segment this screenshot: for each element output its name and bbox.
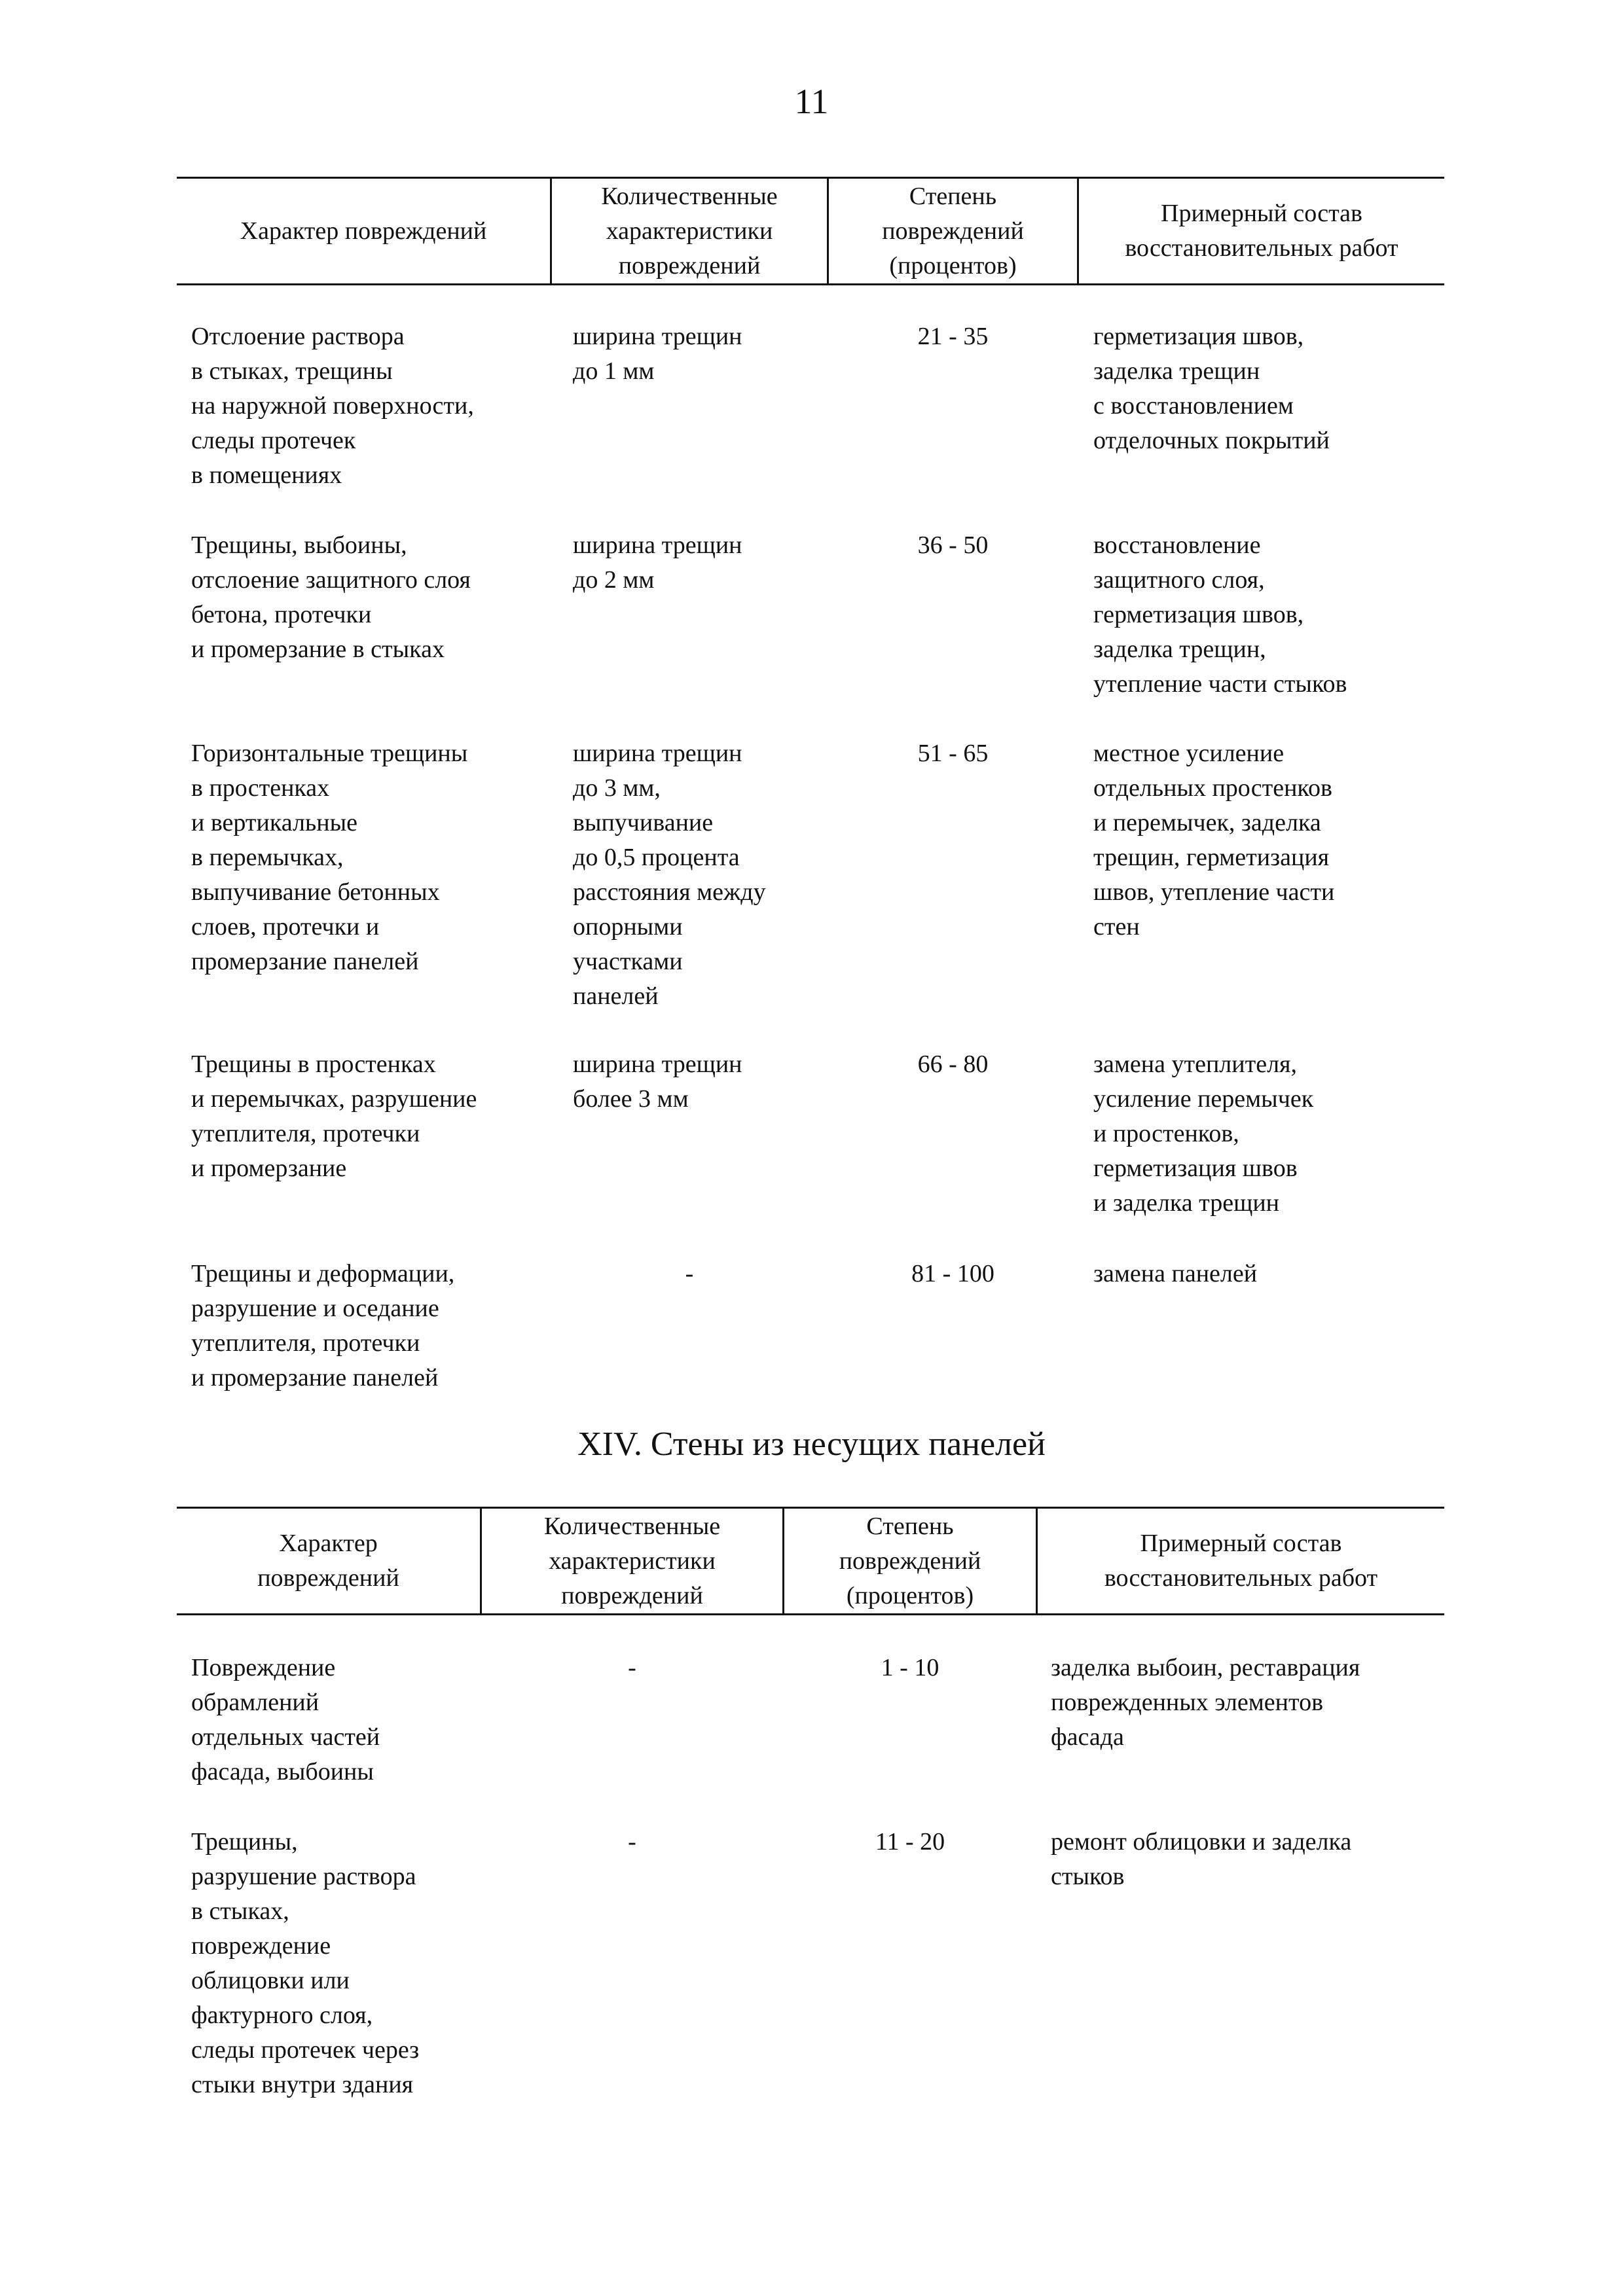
damage-character: Горизонтальные трещины в простенках и вертикальные в перемычках, выпучивание бетонных слоев, протечки и промерзание панелей: [191, 740, 468, 975]
section-title: XIV. Стены из несущих панелей: [577, 1426, 1046, 1463]
table-2-header-quantity: Количественные характеристики повреждений: [543, 1512, 721, 1609]
damage-character: Трещины, выбоины, отслоение защитного слоя бетона, протечки и промерзание в стыках: [191, 531, 471, 663]
damage-degree: 11 - 20: [875, 1828, 945, 1856]
damage-degree: 36 - 50: [917, 531, 989, 559]
damage-degree: 81 - 100: [911, 1260, 994, 1287]
restoration-works: заделка выбоин, реставрация поврежденных элементов фасада: [1051, 1654, 1360, 1751]
table-2-header-degree: Степень повреждений (процентов): [839, 1512, 981, 1609]
quantitative-characteristics: ширина трещин до 2 мм: [573, 531, 742, 594]
restoration-works: ремонт облицовки и заделка стыков: [1051, 1828, 1352, 1890]
table-1-header-quantity: Количественные характеристики повреждений: [601, 182, 778, 279]
damage-character: Трещины и деформации, разрушение и оседание утеплителя, протечки и промерзание панелей: [191, 1260, 455, 1391]
restoration-works: замена утеплителя, усиление перемычек и простенков, герметизация швов и заделка трещин: [1093, 1050, 1314, 1217]
damage-degree: 66 - 80: [917, 1050, 989, 1078]
damage-character: Трещины в простенках и перемычках, разрушение утеплителя, протечки и промерзание: [191, 1050, 477, 1182]
page-number: 11: [794, 82, 829, 121]
quantitative-characteristics: -: [685, 1260, 694, 1287]
table-2-header-rule: [177, 1613, 1444, 1615]
restoration-works: герметизация швов, заделка трещин с восстановлением отделочных покрытий: [1093, 323, 1330, 454]
restoration-works: местное усиление отдельных простенков и перемычек, заделка трещин, герметизация швов, утепление части стен: [1093, 740, 1335, 941]
table-2-header-character: Характер повреждений: [257, 1530, 399, 1592]
restoration-works: восстановление защитного слоя, герметизация швов, заделка трещин, утепление части стыков: [1093, 531, 1347, 698]
restoration-works: замена панелей: [1093, 1260, 1258, 1287]
table-1-header-works: Примерный состав восстановительных работ: [1125, 200, 1398, 262]
table-1-header-character: Характер повреждений: [240, 217, 487, 245]
table-1-header-degree: Степень повреждений (процентов): [882, 182, 1024, 279]
table-1-header-rule: [177, 283, 1444, 285]
quantitative-characteristics: ширина трещин до 3 мм, выпучивание до 0,5 процента расстояния между опорными участками панелей: [573, 740, 766, 1010]
damage-degree: 51 - 65: [917, 740, 989, 767]
damage-degree: 21 - 35: [917, 323, 989, 350]
quantitative-characteristics: -: [628, 1828, 636, 1856]
damage-degree: 1 - 10: [881, 1654, 939, 1681]
table-2-header-works: Примерный состав восстановительных работ: [1104, 1530, 1378, 1592]
quantitative-characteristics: -: [628, 1654, 636, 1681]
quantitative-characteristics: ширина трещин более 3 мм: [573, 1050, 742, 1113]
quantitative-characteristics: ширина трещин до 1 мм: [573, 323, 742, 385]
damage-character: Трещины, разрушение раствора в стыках, повреждение облицовки или фактурного слоя, следы протечек через стыки внутри здания: [191, 1828, 420, 2098]
damage-character: Отслоение раствора в стыках, трещины на наружной поверхности, следы протечек в помещениях: [191, 323, 474, 489]
damage-character: Повреждение обрамлений отдельных частей фасада, выбоины: [191, 1654, 380, 1785]
